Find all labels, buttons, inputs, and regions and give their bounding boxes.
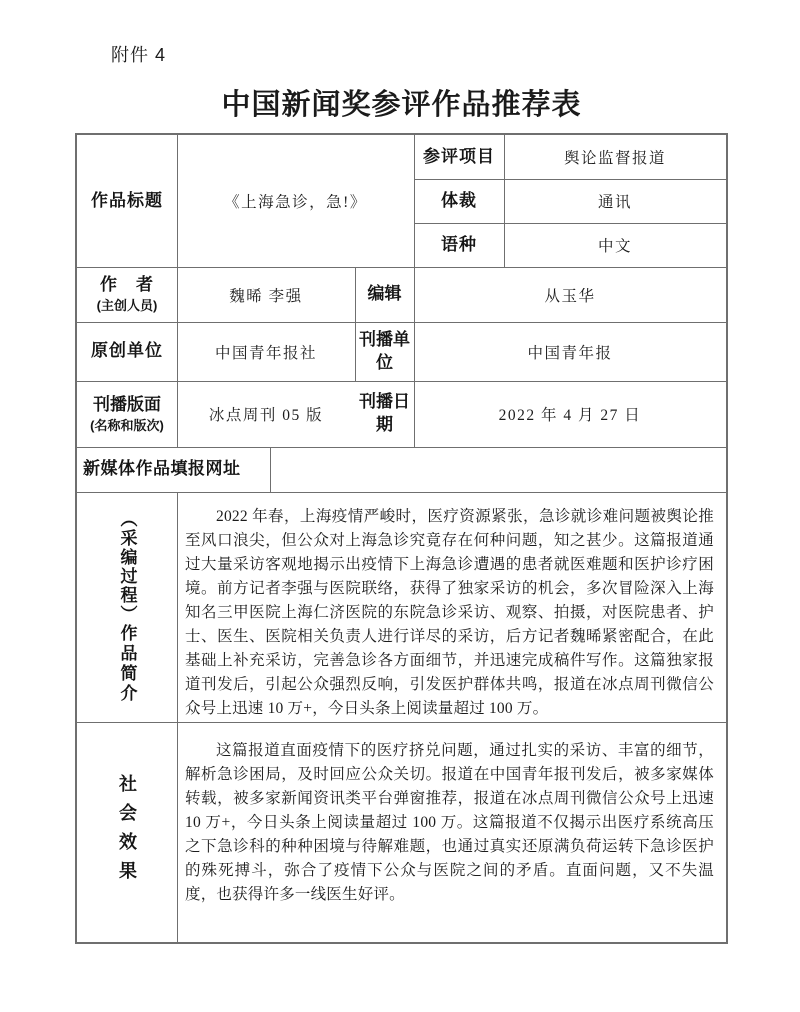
work-title-value-cell (177, 135, 414, 267)
authors-label: 作 者 (主创人员) (96, 275, 158, 314)
language-label: 语种 (441, 234, 477, 254)
language-value: 中文 (597, 238, 632, 255)
page-title: 中国新闻奖参评作品推荐表 (221, 89, 582, 121)
intro-text: 2022 年春，上海疫情严峻时，医疗资源紧张，急诊就诊难问题被舆论推至风口浪尖，但公众对上海急诊究竟存在何种问题，知之甚少。这篇报道通过大量采访客观地揭示出疫情下上海急诊遭遇的患者就医难题和医护诊疗困境。前方记者李强与医院联络，获得了独家采访的机会，多次冒险深入上海知名三甲医院上海仁济医院的东院急诊采访、观察、拍摄，对医院患者、护士、医生、医院相关负责人进行详尽的采访，后方记者魏晞紧密配合，在此基础上补充采访，完善急诊各方面细节，并迅速完成稿件写作。这篇独家报道刊发后，引起公众强烈反响，引发医护群体共鸣，报道在冰点周刊微信公众号上迅速 10 万+，今日头条上阅读量超过 100 万。 (185, 508, 714, 717)
authors-label-cell (77, 267, 177, 322)
work-title-label: 作品标题 (91, 190, 163, 210)
intro-label-paren: （采编过程） (117, 510, 137, 624)
work-title-label-cell (77, 135, 177, 267)
original-unit-value-cell (177, 322, 355, 381)
publish-page-value-cell (177, 381, 355, 447)
new-media-url-label: 新媒体作品填报网址 (83, 459, 241, 479)
genre-value-cell (504, 179, 726, 223)
genre-label-cell (414, 179, 504, 223)
genre-label: 体裁 (441, 190, 477, 210)
language-value-cell (504, 223, 726, 267)
intro-text-cell (177, 492, 726, 722)
publish-date-label-cell (355, 381, 414, 447)
publish-date-value-cell (414, 381, 726, 447)
genre-value: 通讯 (597, 194, 632, 211)
authors-value: 魏晞 李强 (229, 287, 303, 305)
new-media-url-value-cell (270, 447, 726, 492)
social-effect-text-cell (177, 722, 726, 942)
intro-label-main: 作品简介 (117, 624, 137, 704)
language-label-cell (414, 223, 504, 267)
publish-date-value: 2022 年 4 月 27 日 (498, 407, 642, 424)
publish-date-label: 刊播日期 (359, 392, 410, 434)
original-unit-value: 中国青年报社 (214, 344, 317, 362)
entry-category-label-cell (414, 135, 504, 179)
editor-label-cell (355, 267, 414, 322)
social-effect-label: 社会效果 (117, 774, 137, 890)
intro-label (115, 510, 140, 704)
social-effect-text: 这篇报道直面疫情下的医疗挤兑问题，通过扎实的采访、丰富的细节，解析急诊困局，及时回应公众关切。报道在中国青年报刊发后，被多家媒体转载，被多家新闻资讯类平台弹窗推荐，报道在冰点周刊微信公众号上迅速 10 万+，今日头条上阅读量超过 100 万。这篇报道不仅揭示出医疗系统高压之下急诊科的种种困境与待解难题，也通过真实还原满负荷运转下急诊医护的殊死搏斗，弥合了疫情下公众与医院之间的矛盾。直面问题，又不失温度，也获得许多一线医生好评。 (185, 742, 714, 903)
recommendation-table (75, 133, 728, 944)
authors-sublabel: (主创人员) (96, 298, 158, 314)
entry-category-label: 参评项目 (423, 146, 495, 166)
social-effect-label-cell (77, 722, 177, 942)
original-unit-label-cell (77, 322, 177, 381)
editor-label: 编辑 (367, 284, 402, 304)
publish-unit-value: 中国青年报 (527, 344, 613, 362)
entry-category-value-cell (504, 135, 726, 179)
authors-value-cell (177, 267, 355, 322)
publish-page-sublabel: (名称和版次) (90, 417, 164, 433)
publish-unit-label: 刊播单位 (359, 329, 410, 372)
publish-page-label-cell (77, 381, 177, 447)
publish-page-label: 刊播版面 (名称和版次) (90, 394, 164, 433)
intro-label-cell (77, 492, 177, 722)
editor-value-cell (414, 267, 726, 322)
original-unit-label: 原创单位 (91, 341, 163, 361)
publish-page-value: 冰点周刊 05 版 (208, 407, 324, 424)
editor-value: 从玉华 (544, 287, 596, 305)
entry-category-value: 舆论监督报道 (563, 150, 666, 167)
publish-unit-label-cell (355, 322, 414, 381)
work-title-value: 《上海急诊，急!》 (224, 194, 367, 211)
new-media-url-label-cell (77, 447, 270, 492)
attachment-label: 附件 4 (111, 45, 167, 65)
publish-unit-value-cell (414, 322, 726, 381)
